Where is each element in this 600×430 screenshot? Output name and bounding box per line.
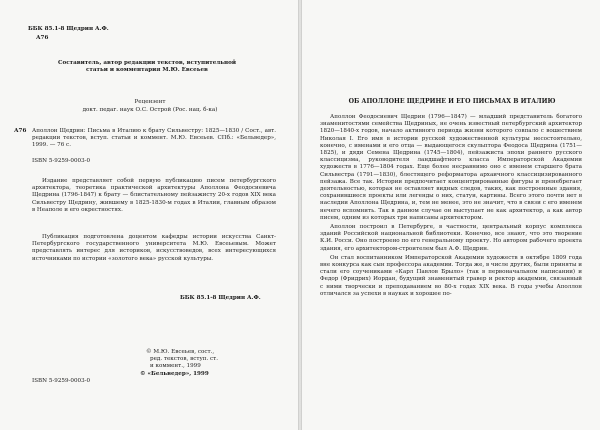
article-paragraph: Аполлон Феодосиевич Щедрин (1796—1847) — младший представитель богатого знаменитостями семейства Щедриных, не очень известный петербургский архитектор 1820—1840-х годов, начало активного периода жизни которого совпало с вошествием Николая I. Его имя в истории русской художественной культуры несостоятельно, конечно, с именами и его отца — выдающегося скульптора Феодоса Щедрина (1751—1825), и дяди Семена Щедрина (1745—1804), пейзажиста эпохи раннего русского классицизма, руководителя ландшафтного класса Императорской Академии художеств в 1776—1804 годах. Еще более несравнимо оно с именем старшего брата Сильвестра (1791—1830), блестящего реформатора архаичного классицизированного пейзажа. Все так. Истории предпочитает концентрированные фигуры и пренебрегает деятельностью, которая не оставляет видных следов, таких, как построенные здания, сохранившиеся проекты или легенды о них, статуи, картины. Всего этого почти нет в наследии Аполлона Щедрина, и, тем не менее, это не значит, что в связи с его именем нечего вспомнить. Так в данном случае он выступает не как архитектор, а как автор писем, одним из которых три написаны архитектором.	[320, 114, 582, 221]
catalog-mark: А76	[14, 128, 27, 134]
udk-bottom: ББК 85.1-8 Щедрин А.Ф.	[180, 295, 261, 301]
copyright-line: © М.Ю. Евсеьев, сост.,	[146, 349, 215, 355]
left-page	[0, 0, 298, 430]
article-body	[320, 114, 582, 298]
reviewer-label: Рецензент	[134, 99, 166, 105]
author-mark: А76	[36, 35, 49, 41]
isbn-mid: ISBN 5-9259-0003-0	[32, 158, 91, 164]
copyright-block	[140, 349, 280, 378]
editor-credit: Составитель, автор редакции текстов, вступительной статьи и комментария М.Ю. Евсеьев	[58, 60, 236, 74]
copyright-line: © «Бельведер», 1999	[140, 370, 209, 377]
udk-top: ББК 85.1-8 Щедрин А.Ф.	[28, 26, 109, 32]
description: Издание представляет собой первую публикацию писем петербургского архитектора, теоретика практической архитектуры Аполлона Феодосиевича Щедрина (1796-1847) к брату — блистательному пейзажисту 20-х годов XIX века Сильвестру Щедрину, жившему в 1825-1830-м годах в Италии, главным образом в Неаполе и его окрестностях.	[32, 178, 276, 213]
article-paragraph: Аполлон построил в Петербурге, в частности, центральный корпус комплекса зданий Российской национальной библиотеки. Конечно, все знают, что это творение К.И. Росси. Оно построено по его генеральному проекту. Но автором рабочего проекта здания, его архитектором-строителем был А.Ф. Щедрин.	[320, 224, 582, 252]
article-heading: ОБ АПОЛЛОНЕ ЩЕДРИНЕ И ЕГО ПИСЬМАХ В ИТАЛИЮ	[348, 98, 556, 105]
copyright-line: ред. текстов, вступ. ст.	[150, 356, 219, 363]
right-page	[302, 0, 600, 430]
reviewer-name: докт. педаг. наук О.С. Острой (Рос. нац. б-ка)	[82, 107, 218, 113]
copyright-line: и коммент., 1999	[150, 363, 201, 370]
isbn-bottom: ISBN 5-9259-0003-0	[32, 378, 91, 384]
acknowledgement: Публикация подготовлена доцентом кафедры истории искусства Санкт-Петербургского государственного университета М.Ю. Евсеьевым. Может представлять интерес для историков, искусствоведов, всех интересующихся источниками по истории «золотого века» русской культуры.	[32, 234, 276, 262]
article-paragraph: Он стал воспитанником Императорской Академии художеств в октябре 1809 года вне конкурса как сын профессора академии. Тогда же, в числе других, были приняты и стали его соучениками «Карл Павлов Брыло» (так в первоначальном написании) и Федор (Фридрих) Иордан, будущий знаменитый гравер и ректор академии, связанный с ними творчески и преподаванием во 80-х годах XIX века. В годы учебы Аполлон отличался за успехи в науках и хорошее по-	[320, 254, 582, 297]
catalog-title: Аполлон Щедрин: Письма в Италию к брату Сильвестру: 1825—1830 / Сост., авт. редакции текстов, вступ. статьи и коммент. М.Ю. Евсеьев. СПб.: «Бельведер», 1999. — 76 с.	[32, 128, 276, 149]
